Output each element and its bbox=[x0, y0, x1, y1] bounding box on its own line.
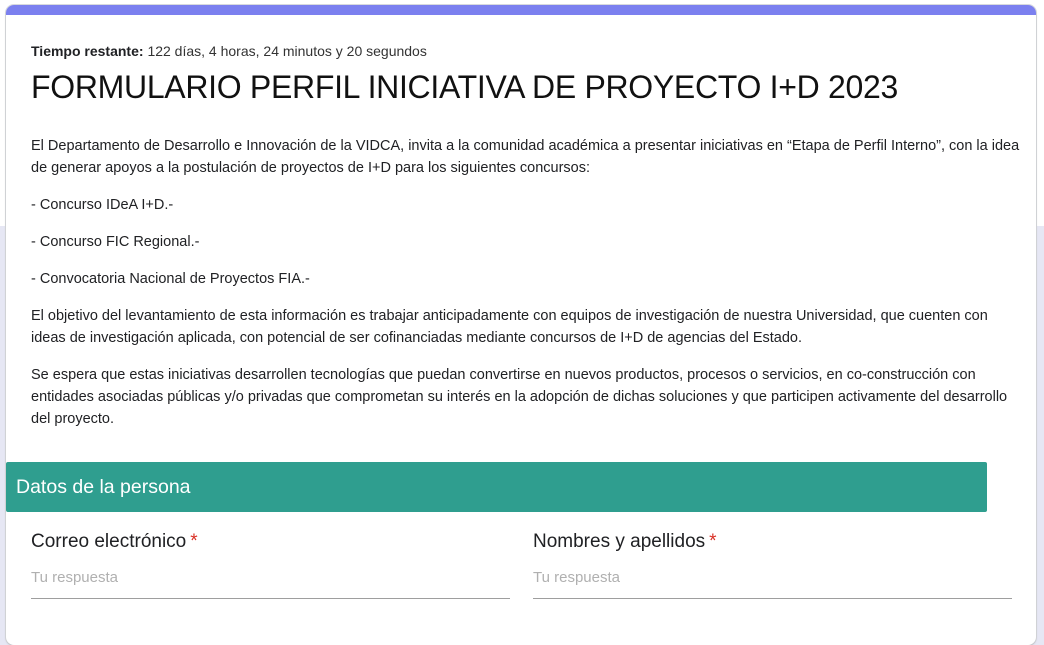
name-label-text: Nombres y apellidos bbox=[533, 531, 706, 552]
section-header bbox=[6, 462, 987, 512]
description-paragraph: - Convocatoria Nacional de Proyectos FIA.- bbox=[31, 271, 310, 287]
email-field-group bbox=[31, 531, 510, 553]
name-label bbox=[533, 531, 1012, 553]
card-accent-bar bbox=[6, 5, 1036, 15]
description-paragraph: El objetivo del levantamiento de esta información es trabajar anticipadamente con equipos de investigación de nuestra Universidad, que cuenten con ideas de investigación aplicada, con potencial de ser cofinanciadas mediante concursos de I+D de agencias del Estado. bbox=[31, 308, 988, 346]
description-paragraph: - Concurso FIC Regional.- bbox=[31, 234, 200, 250]
time-remaining-label: Tiempo restante: bbox=[31, 43, 144, 59]
email-label bbox=[31, 531, 510, 553]
form-description bbox=[31, 135, 1021, 445]
section-title: Datos de la persona bbox=[16, 476, 191, 498]
email-input[interactable] bbox=[31, 561, 510, 599]
description-paragraph: El Departamento de Desarrollo e Innovación de la VIDCA, invita a la comunidad académica a presentar iniciativas en “Etapa de Perfil Interno”, con la idea de generar apoyos a la postulación de proyectos de I+D para los siguientes concursos: bbox=[31, 138, 1020, 176]
form-card bbox=[6, 5, 1036, 645]
required-asterisk: * bbox=[190, 531, 198, 552]
time-remaining-value: 122 días, 4 horas, 24 minutos y 20 segundos bbox=[147, 43, 427, 59]
description-paragraph: Se espera que estas iniciativas desarrollen tecnologías que puedan convertirse en nuevos productos, procesos o servicios, en co-construcción con entidades asociadas públicas y/o privadas que comprometan su interés en la adopción de dichas soluciones y que participen activamente del desarrollo del proyecto. bbox=[31, 367, 1008, 427]
name-input[interactable] bbox=[533, 561, 1012, 599]
form-title: FORMULARIO PERFIL INICIATIVA DE PROYECTO I+D 2023 bbox=[31, 69, 899, 105]
time-remaining bbox=[31, 43, 427, 59]
description-paragraph: - Concurso IDeA I+D.- bbox=[31, 197, 174, 213]
required-asterisk: * bbox=[709, 531, 717, 552]
email-label-text: Correo electrónico bbox=[31, 531, 187, 552]
name-field-group bbox=[533, 531, 1012, 553]
